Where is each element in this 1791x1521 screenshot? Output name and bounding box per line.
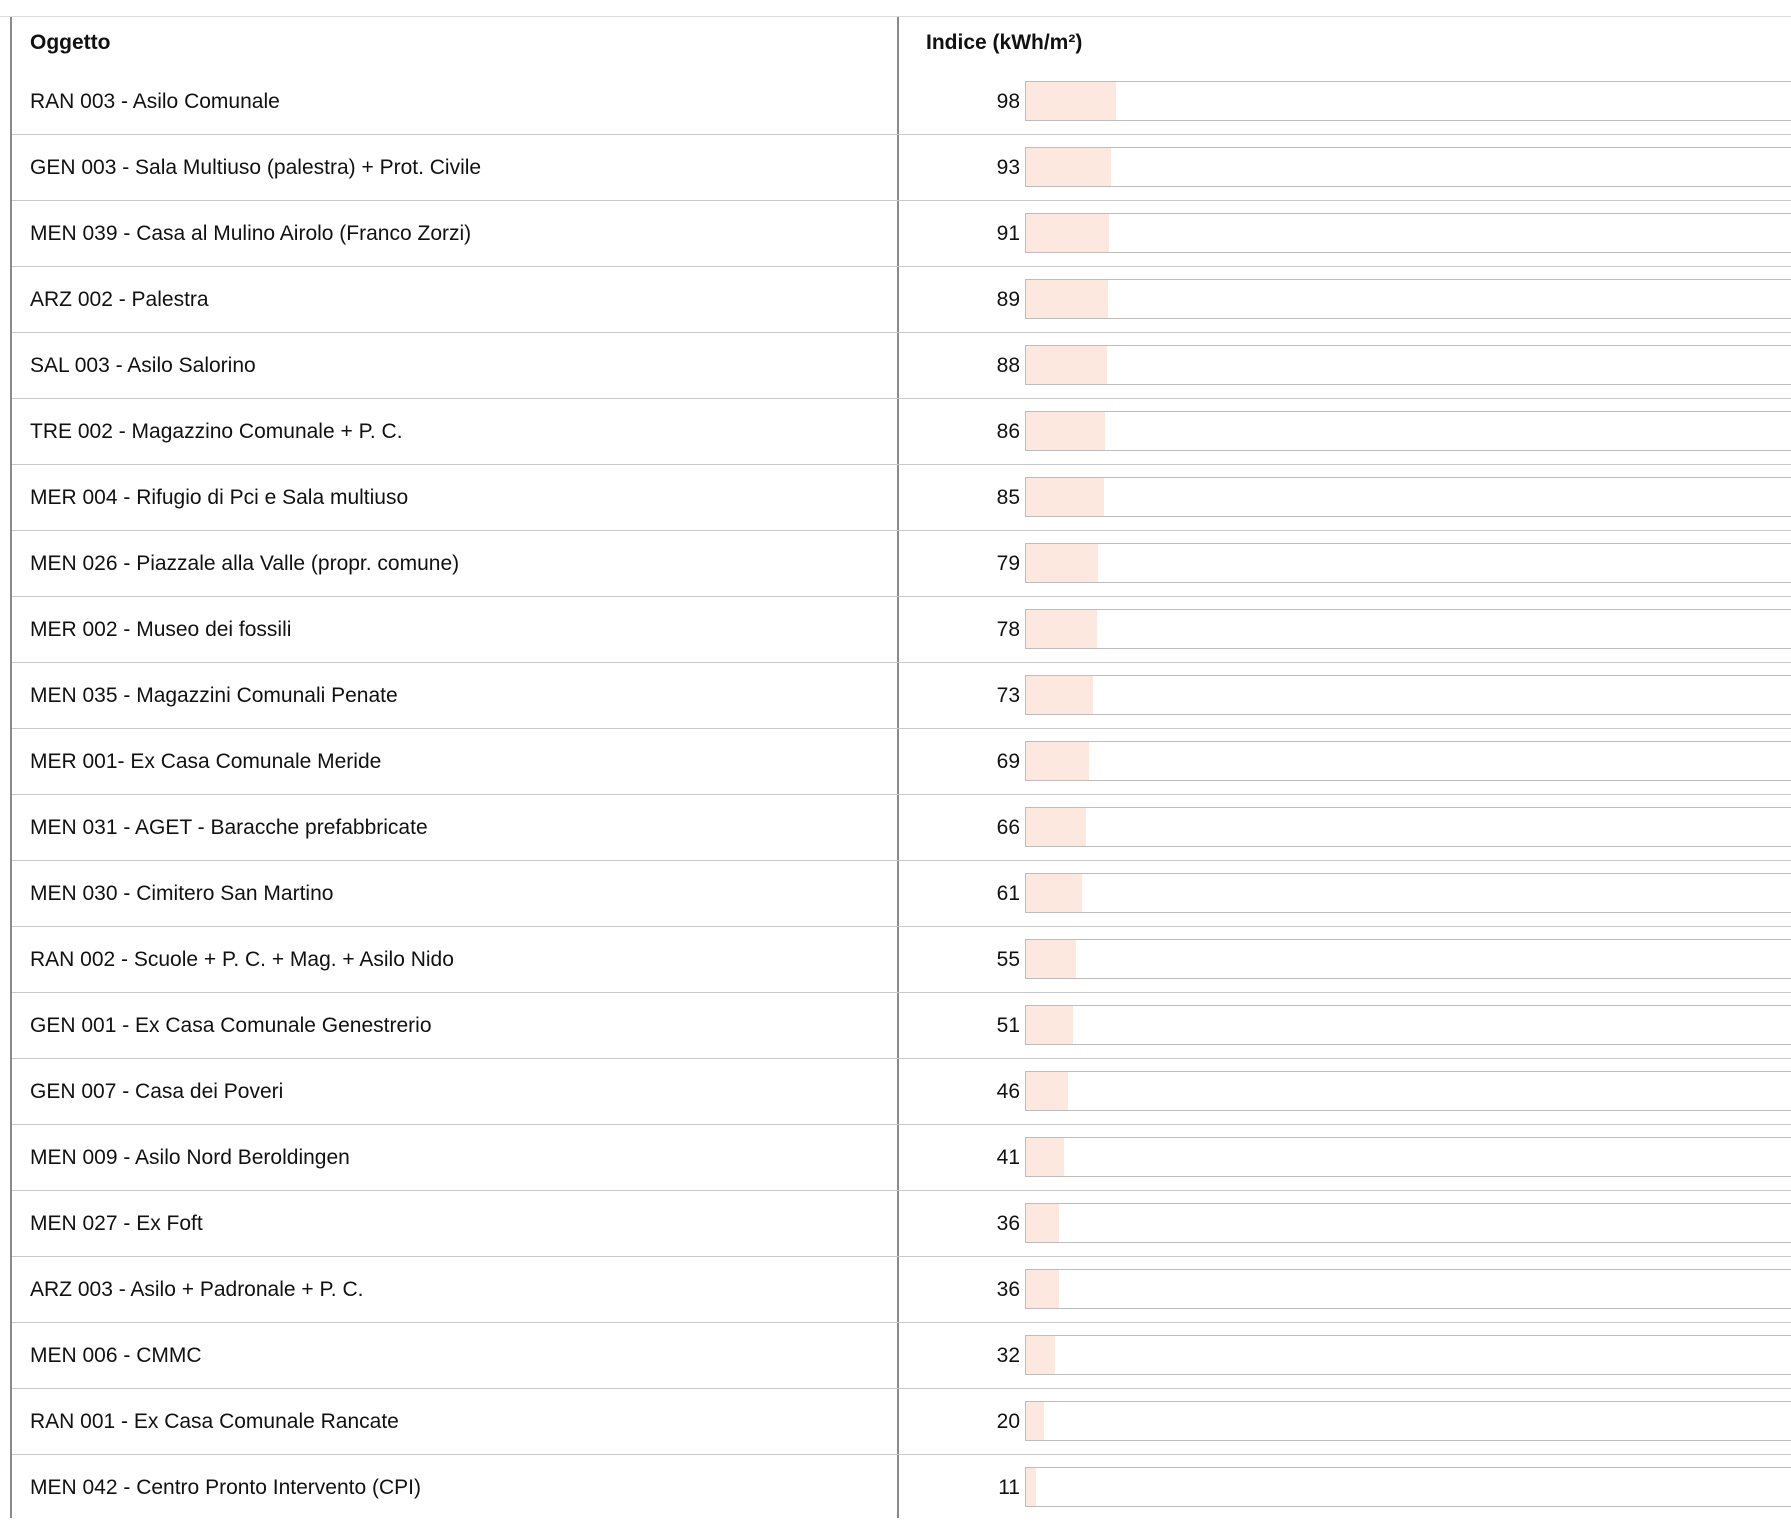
object-name: MEN 039 - Casa al Mulino Airolo (Franco Zorzi) (30, 222, 472, 245)
table-header-row (12, 17, 1791, 69)
index-value: 11 (998, 1476, 1020, 1499)
object-name: MER 001- Ex Casa Comunale Meride (30, 750, 382, 773)
index-bar-track (1025, 1005, 1791, 1045)
index-bar-fill (1026, 1468, 1036, 1506)
header-index[interactable]: Indice (kWh/m²) (926, 31, 1083, 54)
table-row (12, 399, 1791, 465)
index-bar-track (1025, 675, 1791, 715)
index-value: 78 (996, 618, 1020, 641)
index-bar-track (1025, 477, 1791, 517)
index-bar-fill (1026, 346, 1107, 384)
table-row (12, 729, 1791, 795)
index-value: 66 (996, 816, 1020, 839)
index-bar-fill (1026, 1336, 1055, 1374)
object-name: MEN 030 - Cimitero San Martino (30, 882, 334, 905)
index-bar-fill (1026, 214, 1109, 252)
table-row (12, 1323, 1791, 1389)
table-row (12, 1191, 1791, 1257)
index-value: 36 (996, 1278, 1020, 1301)
index-bar-track (1025, 1137, 1791, 1177)
index-bar-fill (1026, 1402, 1044, 1440)
index-bar-track (1025, 1335, 1791, 1375)
index-value: 93 (996, 156, 1020, 179)
table-row (12, 663, 1791, 729)
index-value: 85 (996, 486, 1020, 509)
table-row (12, 1059, 1791, 1125)
table-row (12, 1389, 1791, 1455)
index-bar-fill (1026, 742, 1089, 780)
index-bar-fill (1026, 280, 1108, 318)
index-bar-track (1025, 1269, 1791, 1309)
table-row (12, 1257, 1791, 1323)
table-row (12, 333, 1791, 399)
index-value: 86 (996, 420, 1020, 443)
table-row (12, 201, 1791, 267)
index-bar-track (1025, 609, 1791, 649)
index-value: 20 (996, 1410, 1020, 1433)
object-name: MER 002 - Museo dei fossili (30, 618, 292, 641)
object-name: MEN 035 - Magazzini Comunali Penate (30, 684, 398, 707)
object-name: MEN 006 - CMMC (30, 1344, 202, 1367)
object-name: ARZ 002 - Palestra (30, 288, 209, 311)
object-name: MEN 009 - Asilo Nord Beroldingen (30, 1146, 350, 1169)
table-row (12, 861, 1791, 927)
index-bar-fill (1026, 874, 1082, 912)
object-name: SAL 003 - Asilo Salorino (30, 354, 256, 377)
index-bar-track (1025, 873, 1791, 913)
index-bar-fill (1026, 82, 1116, 120)
object-name: GEN 001 - Ex Casa Comunale Genestrerio (30, 1014, 432, 1037)
index-bar-track (1025, 81, 1791, 121)
index-bar-track (1025, 807, 1791, 847)
header-object[interactable]: Oggetto (30, 31, 111, 54)
index-value: 73 (996, 684, 1020, 707)
index-bar-track (1025, 147, 1791, 187)
index-bar-fill (1026, 808, 1086, 846)
index-bar-track (1025, 1203, 1791, 1243)
index-bar-fill (1026, 1204, 1059, 1242)
table-row (12, 795, 1791, 861)
table-body (12, 69, 1791, 1521)
index-value: 46 (996, 1080, 1020, 1103)
index-value: 51 (996, 1014, 1020, 1037)
object-name: MEN 027 - Ex Foft (30, 1212, 203, 1235)
index-value: 32 (996, 1344, 1020, 1367)
index-value: 61 (996, 882, 1020, 905)
index-bar-track (1025, 411, 1791, 451)
index-bar-track (1025, 1467, 1791, 1507)
index-bar-track (1025, 1401, 1791, 1441)
index-value: 79 (996, 552, 1020, 575)
table-row (12, 993, 1791, 1059)
index-value: 41 (996, 1146, 1020, 1169)
index-bar-fill (1026, 1072, 1068, 1110)
object-name: GEN 007 - Casa dei Poveri (30, 1080, 284, 1103)
table-row (12, 531, 1791, 597)
index-bar-track (1025, 939, 1791, 979)
table-row (12, 69, 1791, 135)
table-row (12, 465, 1791, 531)
object-name: MEN 031 - AGET - Baracche prefabbricate (30, 816, 428, 839)
index-bar-fill (1026, 1270, 1059, 1308)
object-name: MER 004 - Rifugio di Pci e Sala multiuso (30, 486, 409, 509)
index-value: 88 (996, 354, 1020, 377)
index-bar-fill (1026, 1138, 1064, 1176)
index-bar-track (1025, 213, 1791, 253)
index-bar-fill (1026, 478, 1104, 516)
index-value: 91 (996, 222, 1020, 245)
index-value: 98 (996, 90, 1020, 113)
index-bar-track (1025, 741, 1791, 781)
index-value: 89 (996, 288, 1020, 311)
table-row (12, 927, 1791, 993)
index-value: 55 (996, 948, 1020, 971)
object-name: GEN 003 - Sala Multiuso (palestra) + Prot. Civile (30, 156, 482, 179)
index-bar-fill (1026, 610, 1097, 648)
table-row (12, 135, 1791, 201)
object-name: RAN 001 - Ex Casa Comunale Rancate (30, 1410, 399, 1433)
object-name: ARZ 003 - Asilo + Padronale + P. C. (30, 1278, 364, 1301)
object-name: RAN 002 - Scuole + P. C. + Mag. + Asilo Nido (30, 948, 454, 971)
index-bar-fill (1026, 412, 1105, 450)
index-bar-track (1025, 543, 1791, 583)
table-row (12, 597, 1791, 663)
object-name: MEN 026 - Piazzale alla Valle (propr. comune) (30, 552, 460, 575)
index-bar-track (1025, 345, 1791, 385)
index-bar-fill (1026, 676, 1093, 714)
index-bar-fill (1026, 1006, 1073, 1044)
index-value: 36 (996, 1212, 1020, 1235)
index-bar-fill (1026, 148, 1111, 186)
table-row (12, 1125, 1791, 1191)
table-row (12, 1455, 1791, 1521)
object-name: MEN 042 - Centro Pronto Intervento (CPI) (30, 1476, 421, 1499)
index-bar-track (1025, 279, 1791, 319)
index-bar-track (1025, 1071, 1791, 1111)
index-bar-fill (1026, 544, 1098, 582)
index-bar-fill (1026, 940, 1076, 978)
table-row (12, 267, 1791, 333)
index-value: 69 (996, 750, 1020, 773)
object-name: RAN 003 - Asilo Comunale (30, 90, 280, 113)
object-name: TRE 002 - Magazzino Comunale + P. C. (30, 420, 403, 443)
